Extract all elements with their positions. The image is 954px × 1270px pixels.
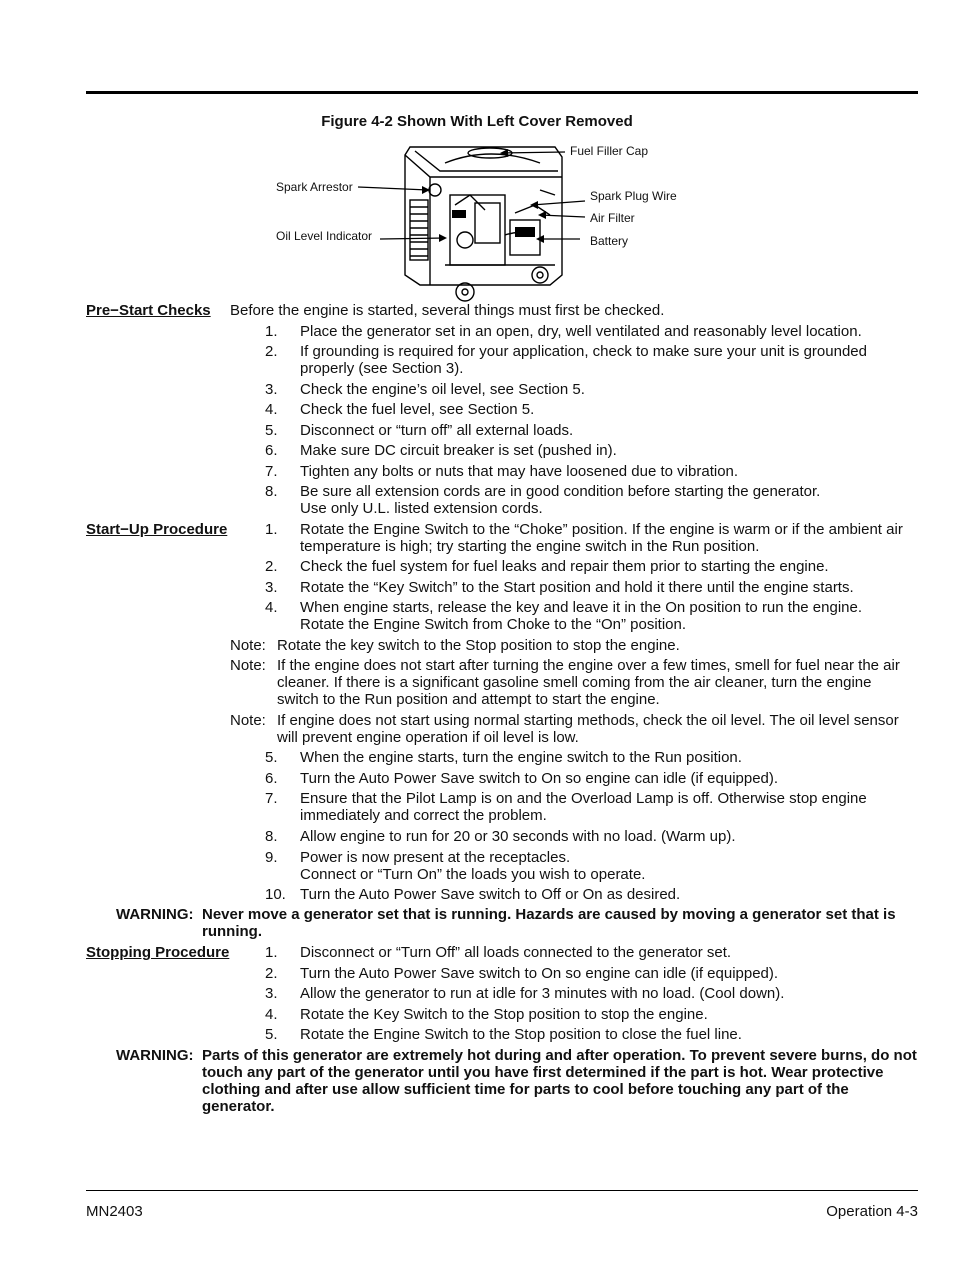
item-text: Power is now present at the receptacles. <box>300 849 571 866</box>
item-text: Be sure all extension cords are in good condition before starting the generator. <box>300 483 821 500</box>
figure-caption: Figure 4-2 Shown With Left Cover Removed <box>321 113 633 130</box>
item-number: 9. <box>265 849 278 866</box>
item-text: Rotate the Engine Switch to the “Choke” position. If the engine is warm or if the ambient air temperature is high; try starting the engine switch in the Run position. <box>300 521 903 555</box>
item-text: Check the fuel level, see Section 5. <box>300 401 535 418</box>
item-text: Turn the Auto Power Save switch to Off or On as desired. <box>300 886 681 903</box>
item-text: Place the generator set in an open, dry, well ventilated and reasonably level location. <box>300 323 862 340</box>
item-text: Make sure DC circuit breaker is set (pushed in). <box>300 442 617 459</box>
item-number: 1. <box>265 323 278 340</box>
item-number: 4. <box>265 401 278 418</box>
item-number: 8. <box>265 828 278 845</box>
item-number: 3. <box>265 579 278 596</box>
item-number: 2. <box>265 558 278 575</box>
note-label: Note: <box>230 657 266 674</box>
generator-figure <box>270 135 690 305</box>
warning-label: WARNING: <box>116 1047 194 1064</box>
item-text: Tighten any bolts or nuts that may have loosened due to vibration. <box>300 463 739 480</box>
item-text: Rotate the Engine Switch from Choke to the “On” position. <box>300 616 687 633</box>
note-text: If the engine does not start after turning the engine over a few times, smell for fuel near the air cleaner. If there is a significant gasoline smell coming from the air cleaner, turn the engine switch to the Run position and attempt to start the engine. <box>277 657 900 708</box>
item-number: 10. <box>265 886 286 903</box>
item-text: Check the engine’s oil level, see Section 5. <box>300 381 585 398</box>
item-text: If grounding is required for your application, check to make sure your unit is grounded properly (see Section 3). <box>300 343 867 377</box>
note-text: Rotate the key switch to the Stop position to stop the engine. <box>277 637 680 654</box>
item-text: Turn the Auto Power Save switch to On so engine can idle (if equipped). <box>300 770 779 787</box>
label-spark-plug-wire: Spark Plug Wire <box>590 189 677 203</box>
label-fuel-filler-cap: Fuel Filler Cap <box>570 144 649 158</box>
item-number: 5. <box>265 1026 278 1043</box>
item-number: 4. <box>265 1006 278 1023</box>
warning-text: Parts of this generator are extremely hot during and after operation. To prevent severe burns, do not touch any part of the generator until you have first determined if the part is hot. Wear protective clothing and after use allow sufficient time for parts to cool before touching any part of the generator. <box>202 1047 917 1115</box>
item-text: Disconnect or “Turn Off” all loads connected to the generator set. <box>300 944 732 961</box>
label-air-filter: Air Filter <box>590 211 635 225</box>
item-number: 2. <box>265 965 278 982</box>
startup-heading: Start−Up Procedure <box>86 521 228 538</box>
item-number: 1. <box>265 521 278 538</box>
item-number: 5. <box>265 749 278 766</box>
item-text: Allow the generator to run at idle for 3 minutes with no load. (Cool down). <box>300 985 785 1002</box>
warning-text: Never move a generator set that is running. Hazards are caused by moving a generator set that is running. <box>202 906 896 940</box>
item-number: 3. <box>265 381 278 398</box>
prestart-intro: Before the engine is started, several things must first be checked. <box>230 302 665 319</box>
item-number: 8. <box>265 483 278 500</box>
label-battery: Battery <box>590 234 629 248</box>
item-text: Turn the Auto Power Save switch to On so engine can idle (if equipped). <box>300 965 779 982</box>
note-label: Note: <box>230 637 266 654</box>
item-text: Disconnect or “turn off” all external loads. <box>300 422 574 439</box>
item-number: 4. <box>265 599 278 616</box>
item-text: Use only U.L. listed extension cords. <box>300 500 543 517</box>
item-number: 7. <box>265 463 278 480</box>
stopping-heading: Stopping Procedure <box>86 944 230 961</box>
prestart-heading: Pre−Start Checks <box>86 302 211 319</box>
item-number: 1. <box>265 944 278 961</box>
item-number: 2. <box>265 343 278 360</box>
header-rule <box>86 91 918 94</box>
item-number: 5. <box>265 422 278 439</box>
footer-doc-id: MN2403 <box>86 1203 143 1220</box>
item-text: Rotate the Engine Switch to the Stop position to close the fuel line. <box>300 1026 742 1043</box>
label-spark-arrestor: Spark Arrestor <box>276 180 353 194</box>
warning-label: WARNING: <box>116 906 194 923</box>
item-text: Check the fuel system for fuel leaks and repair them prior to starting the engine. <box>300 558 829 575</box>
item-text: Rotate the Key Switch to the Stop position to stop the engine. <box>300 1006 708 1023</box>
note-text: If engine does not start using normal starting methods, check the oil level. The oil level sensor will prevent engine operation if oil level is low. <box>277 712 899 746</box>
item-number: 7. <box>265 790 278 807</box>
footer-rule <box>86 1190 918 1191</box>
note-label: Note: <box>230 712 266 729</box>
item-text: When engine starts, release the key and leave it in the On position to run the engine. <box>300 599 863 616</box>
item-text: Allow engine to run for 20 or 30 seconds with no load. (Warm up). <box>300 828 736 845</box>
footer-page-label: Operation 4-3 <box>826 1203 918 1220</box>
label-oil-level-indicator: Oil Level Indicator <box>276 229 373 243</box>
item-text: Ensure that the Pilot Lamp is on and the Overload Lamp is off. Otherwise stop engine immediately and correct the problem. <box>300 790 867 824</box>
item-text: When the engine starts, turn the engine switch to the Run position. <box>300 749 742 766</box>
item-number: 3. <box>265 985 278 1002</box>
item-text: Rotate the “Key Switch” to the Start position and hold it there until the engine starts. <box>300 579 854 596</box>
item-number: 6. <box>265 442 278 459</box>
item-text: Connect or “Turn On” the loads you wish to operate. <box>300 866 646 883</box>
item-number: 6. <box>265 770 278 787</box>
